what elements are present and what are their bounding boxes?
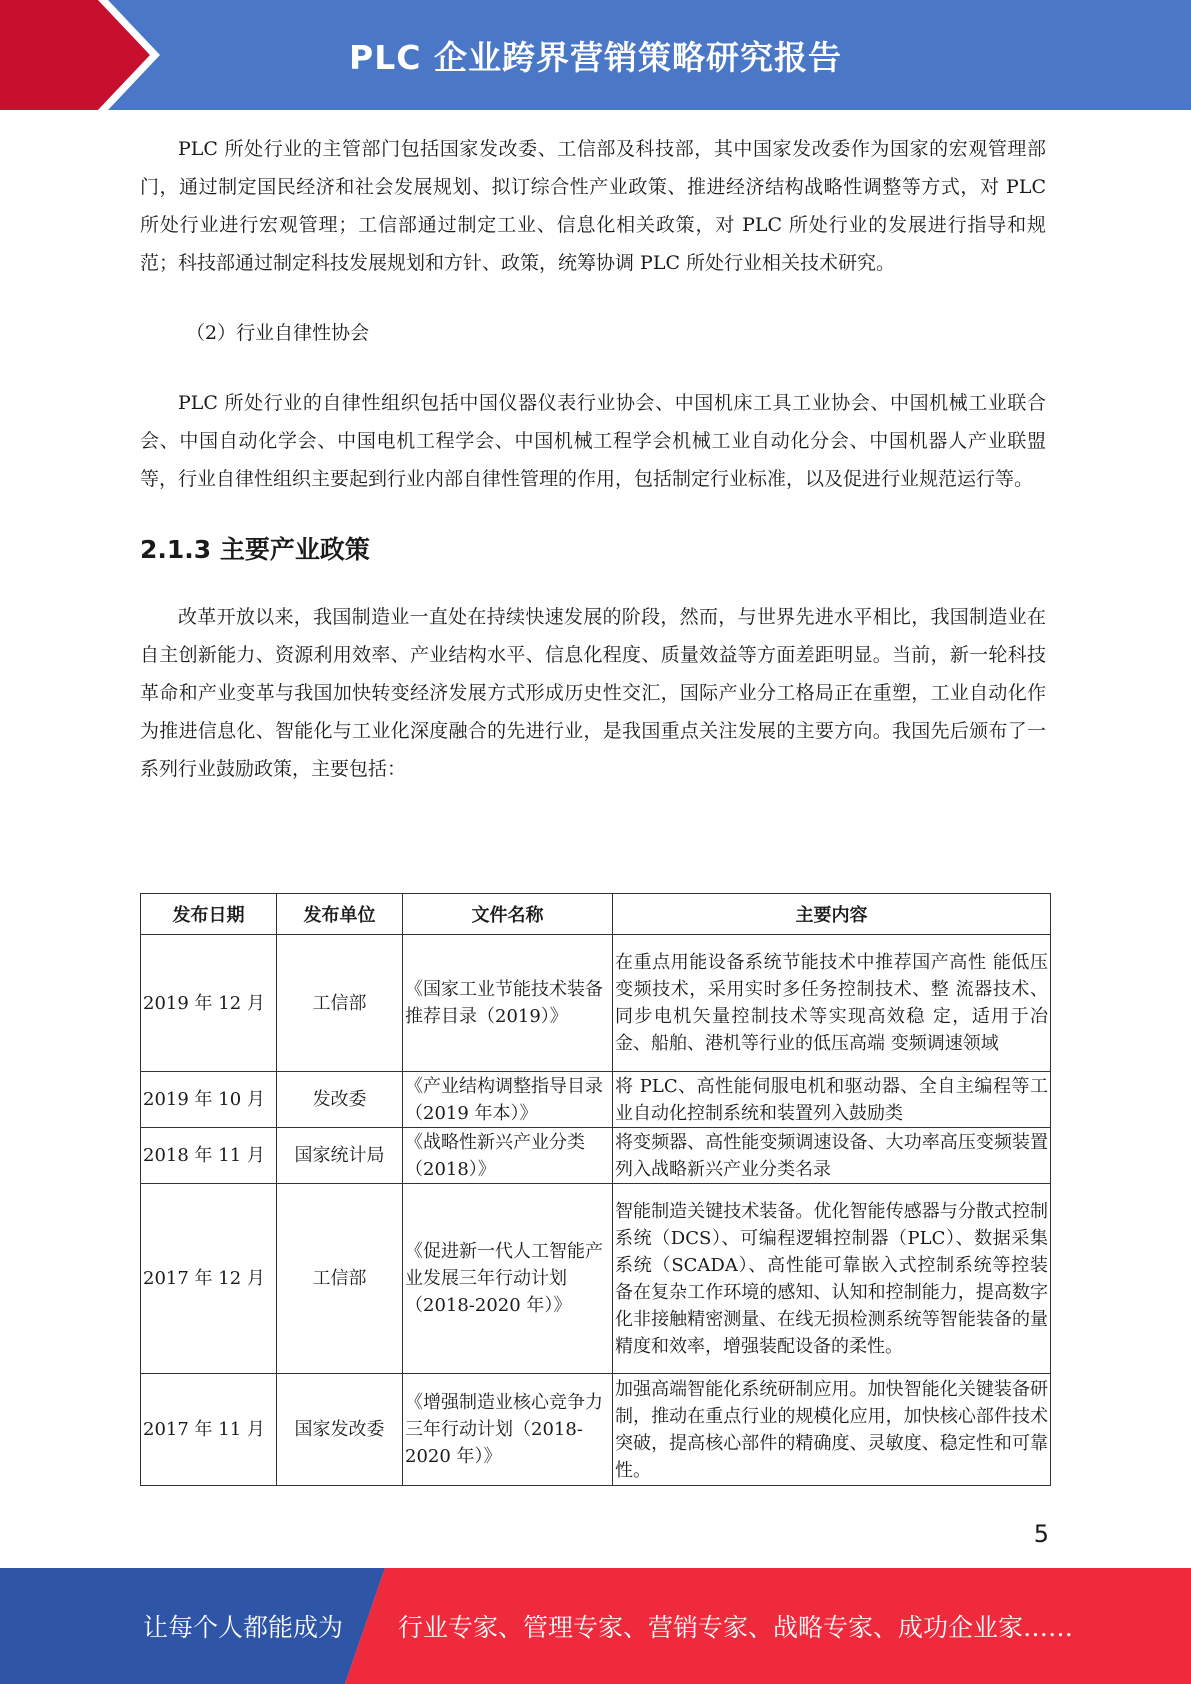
cell-document: 《产业结构调整指导目录（2019 年本）》 — [403, 1072, 613, 1128]
cell-date: 2019 年 10 月 — [141, 1072, 277, 1128]
cell-unit: 国家发改委 — [277, 1374, 403, 1486]
cell-date: 2018 年 11 月 — [141, 1128, 277, 1184]
column-header-unit: 发布单位 — [277, 894, 403, 935]
cell-document: 《战略性新兴产业分类（2018）》 — [403, 1128, 613, 1184]
page-footer — [0, 1568, 1191, 1684]
cell-unit: 国家统计局 — [277, 1128, 403, 1184]
paragraph-regulators: PLC 所处行业的主管部门包括国家发改委、工信部及科技部，其中国家发改委作为国家的宏观管理部门，通过制定国民经济和社会发展规划、拟订综合性产业政策、推进经济结构战略性调整等方式，对 PLC 所处行业进行宏观管理；工信部通过制定工业、信息化相关政策，对 PLC 所处行业的发展进行指导和规范；科技部通过制定科技发展规划和方针、政策，统筹协调 PLC 所处行业相关技术研究。 — [140, 138, 1046, 274]
column-header-date: 发布日期 — [141, 894, 277, 935]
footer-slogan-right: 行业专家、管理专家、营销专家、战略专家、成功企业家…… — [398, 1613, 1074, 1642]
section-heading: 2.1.3 主要产业政策 — [140, 535, 370, 564]
paragraph-associations: PLC 所处行业的自律性组织包括中国仪器仪表行业协会、中国机床工具工业协会、中国机械工业联合会、中国自动化学会、中国电机工程学会、中国机械工程学会机械工业自动化分会、中国机器人产业联盟等，行业自律性组织主要起到行业内部自律性管理的作用，包括制定行业标准，以及促进行业规范运行等。 — [140, 392, 1046, 490]
cell-unit: 工信部 — [277, 935, 403, 1072]
column-header-document: 文件名称 — [403, 894, 613, 935]
table-row — [141, 1072, 1051, 1128]
paragraph-policies-intro: 改革开放以来，我国制造业一直处在持续快速发展的阶段，然而，与世界先进水平相比，我国制造业在自主创新能力、资源利用效率、产业结构水平、信息化程度、质量效益等方面差距明显。当前，新一轮科技革命和产业变革与我国加快转变经济发展方式形成历史性交汇，国际产业分工格局正在重塑，工业自动化作为推进信息化、智能化与工业化深度融合的先进行业，是我国重点关注发展的主要方向。我国先后颁布了一系列行业鼓励政策，主要包括： — [140, 606, 1046, 780]
table-header-row — [141, 894, 1051, 935]
cell-content: 在重点用能设备系统节能技术中推荐国产高性 能低压变频技术，采用实时多任务控制技术、整 流器技术、同步电机矢量控制技术等实现高效稳 定，适用于冶金、船舶、港机等行业的低压高端 变频调速领域 — [613, 935, 1051, 1072]
table-row — [141, 1184, 1051, 1374]
cell-date: 2019 年 12 月 — [141, 935, 277, 1072]
table-row — [141, 1128, 1051, 1184]
table-row — [141, 935, 1051, 1072]
cell-document: 《促进新一代人工智能产业发展三年行动计划（2018-2020 年）》 — [403, 1184, 613, 1374]
cell-unit: 工信部 — [277, 1184, 403, 1374]
cell-content: 加强高端智能化系统研制应用。加快智能化关键装备研制，推动在重点行业的规模化应用，加快核心部件技术突破，提高核心部件的精确度、灵敏度、稳定性和可靠性。 — [613, 1374, 1051, 1486]
main-content — [140, 130, 1046, 788]
policy-table — [140, 893, 1051, 1486]
cell-unit: 发改委 — [277, 1072, 403, 1128]
table-row — [141, 1374, 1051, 1486]
cell-document: 《国家工业节能技术装备推荐目录（2019）》 — [403, 935, 613, 1072]
cell-document: 《增强制造业核心竞争力三年行动计划（2018-2020 年）》 — [403, 1374, 613, 1486]
page-header — [0, 0, 1191, 110]
column-header-content: 主要内容 — [613, 894, 1051, 935]
cell-content: 将变频器、高性能变频调速设备、大功率高压变频装置列入战略新兴产业分类名录 — [613, 1128, 1051, 1184]
cell-date: 2017 年 12 月 — [141, 1184, 277, 1374]
cell-date: 2017 年 11 月 — [141, 1374, 277, 1486]
page-number: 5 — [1033, 1520, 1049, 1548]
subheading-self-regulatory: （2）行业自律性协会 — [186, 322, 370, 344]
footer-slogan-left: 让每个人都能成为 — [143, 1613, 344, 1642]
report-title: PLC 企业跨界营销策略研究报告 — [349, 37, 842, 77]
cell-content: 将 PLC、高性能伺服电机和驱动器、全自主编程等工业自动化控制系统和装置列入鼓励类 — [613, 1072, 1051, 1128]
cell-content: 智能制造关键技术装备。优化智能传感器与分散式控制系统（DCS）、可编程逻辑控制器（PLC）、数据采集系统（SCADA）、高性能可靠嵌入式控制系统等控装备在复杂工作环境的感知、认知和控制能力，提高数字化非接触精密测量、在线无损检测系统等智能装备的量精度和效率，增强装配设备的柔性。 — [613, 1184, 1051, 1374]
